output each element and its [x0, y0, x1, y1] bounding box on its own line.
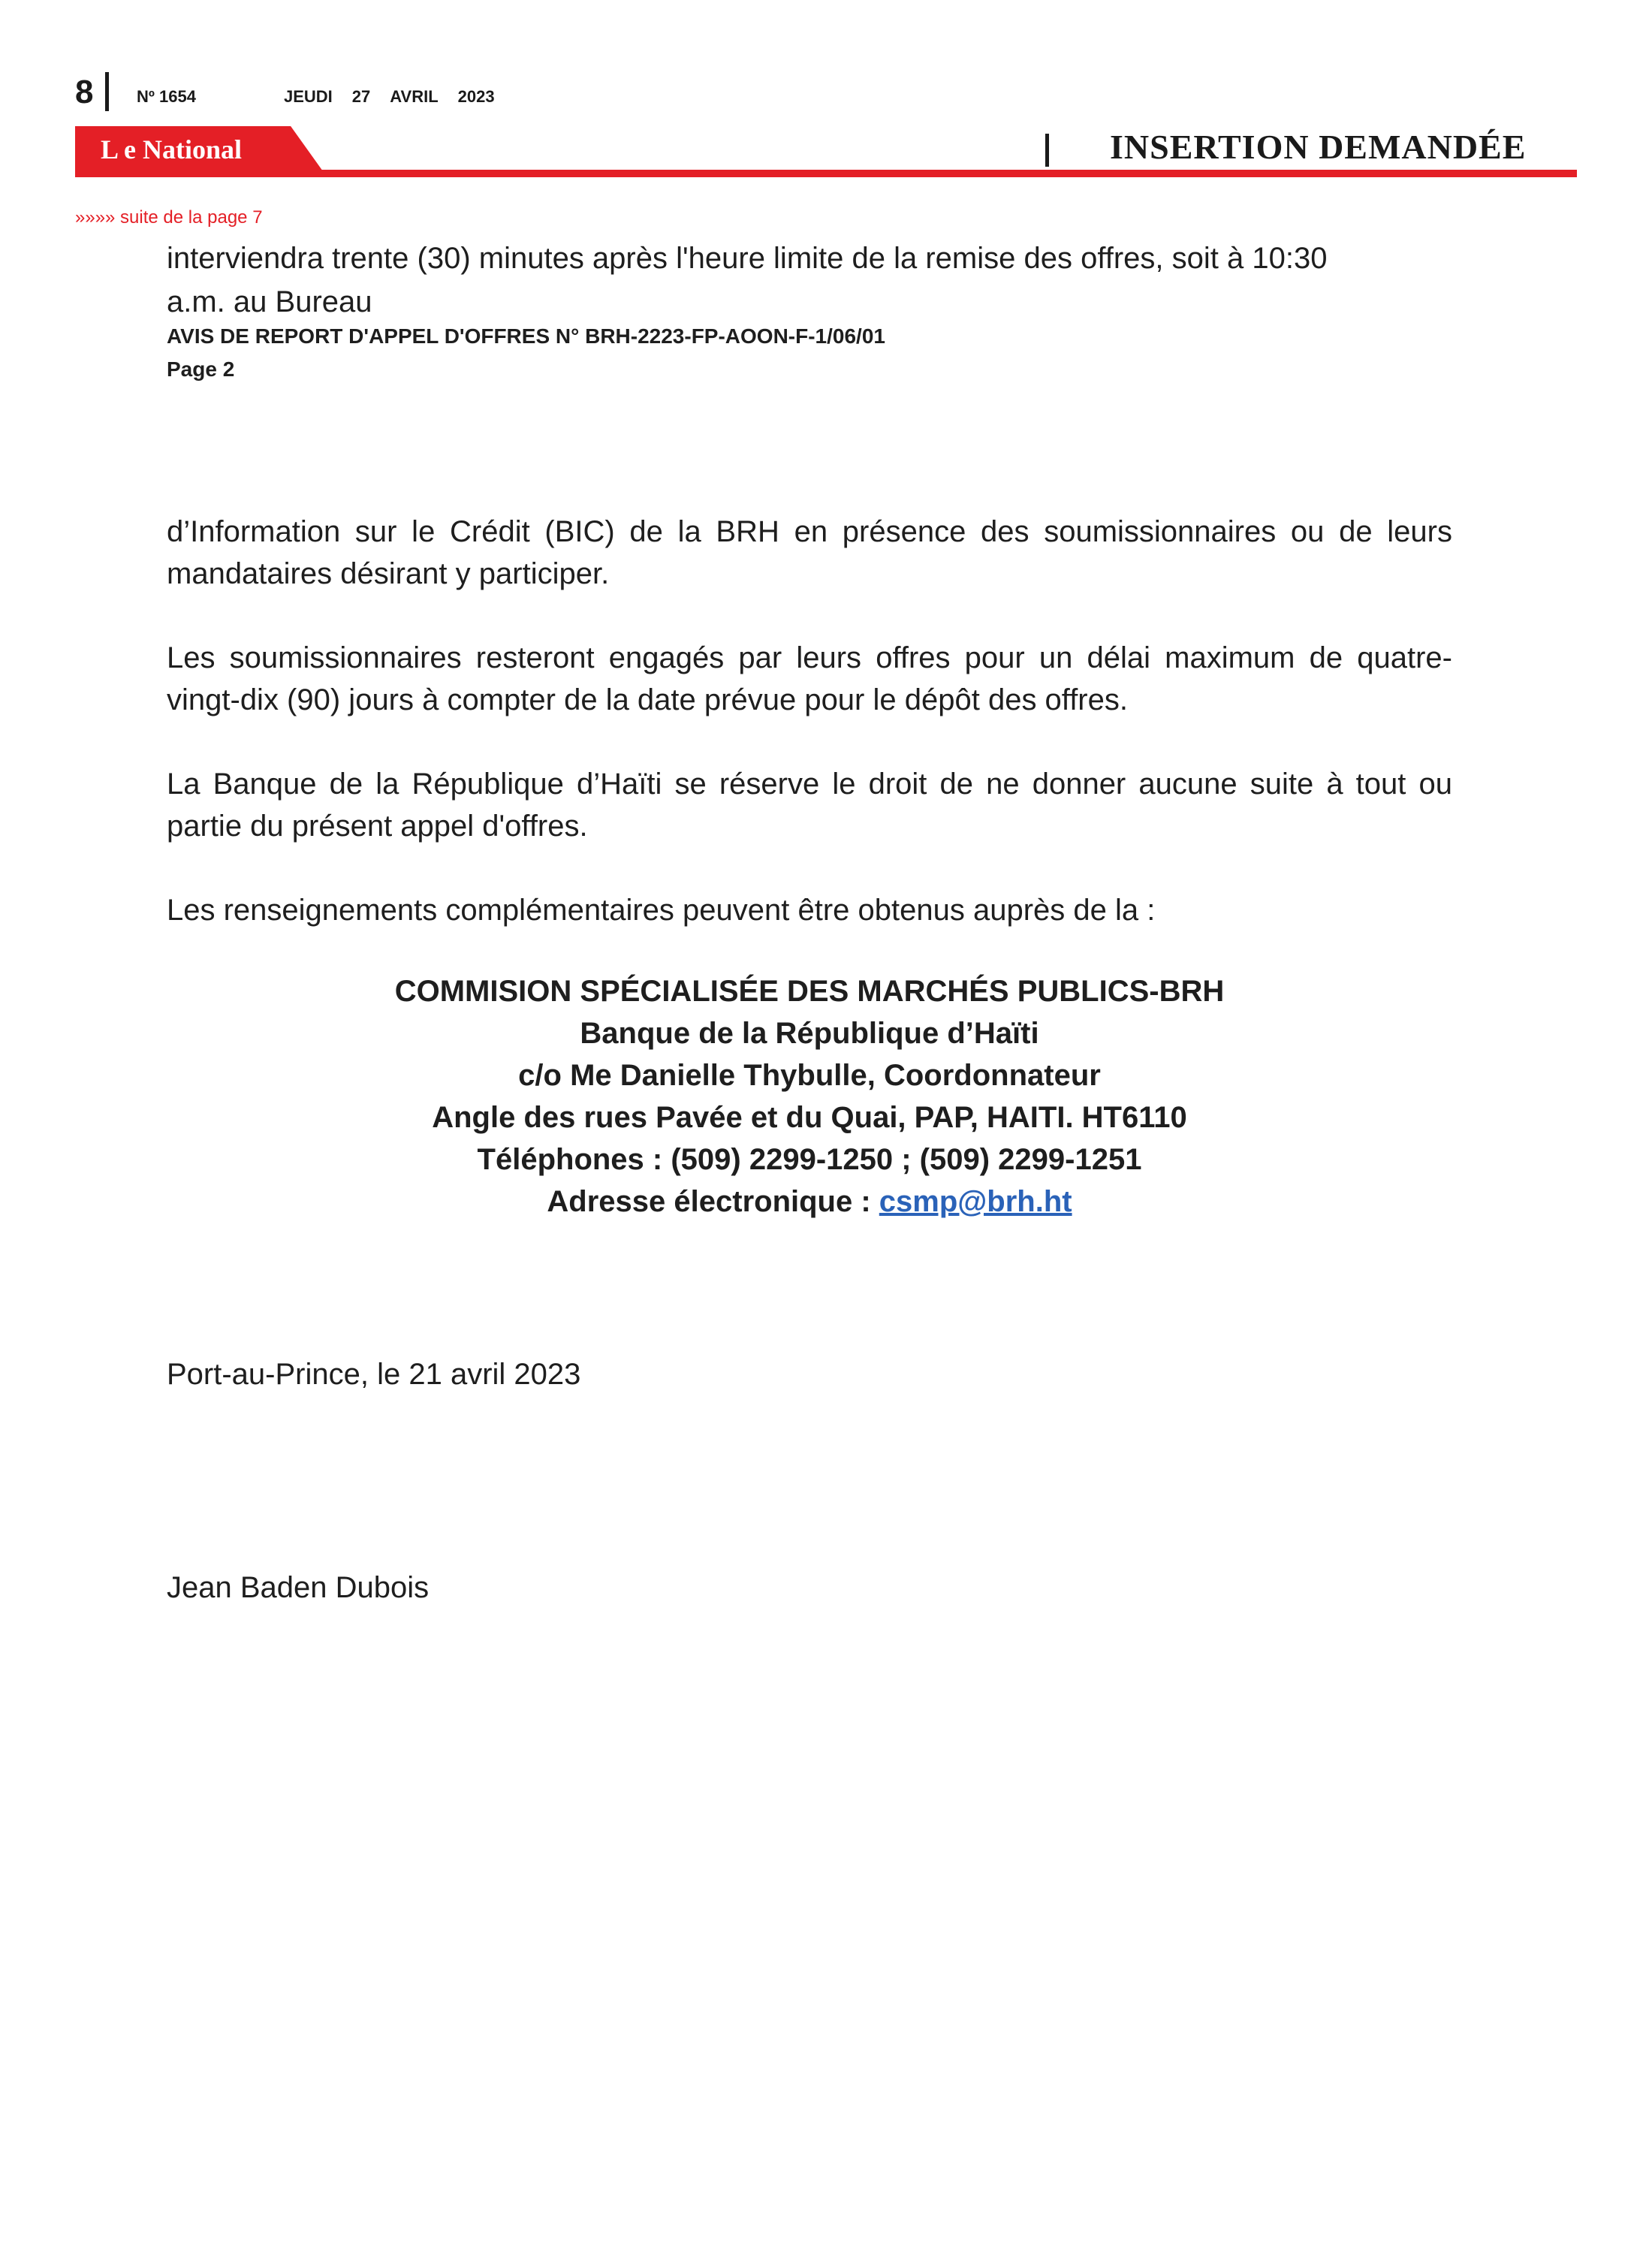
intro-line-1 — [167, 237, 1452, 279]
paragraph-validity — [167, 637, 1452, 721]
contact-commission: COMMISION SPÉCIALISÉE DES MARCHÉS PUBLICS-BRH — [394, 975, 1225, 1008]
paragraph-text: Les renseignements complémentaires peuvent être obtenus auprès de la : — [167, 894, 1156, 927]
date-day-name: JEUDI — [284, 87, 333, 106]
contact-coordinator: c/o Me Danielle Thybulle, Coordonnateur — [518, 1059, 1101, 1092]
date-year: 2023 — [457, 87, 495, 106]
paragraph-reservation — [167, 763, 1452, 847]
page-label: Page 2 — [167, 357, 235, 381]
contact-bank: Banque de la République d’Haïti — [580, 1017, 1039, 1050]
email-link[interactable]: csmp@brh.ht — [879, 1185, 1072, 1218]
signatory-name: Jean Baden Dubois — [167, 1571, 430, 1604]
paragraph-info — [167, 889, 1452, 931]
contact-email-line — [167, 1181, 1452, 1223]
continued-from-link[interactable]: »»»» suite de la page 7 — [75, 207, 263, 228]
intro-text-1: interviendra trente (30) minutes après l'heure limite de la remise des offres, soit à 10:30 — [167, 242, 1328, 275]
section-divider — [1045, 134, 1049, 167]
paragraph-bic — [167, 511, 1452, 595]
date-day: 27 — [351, 87, 371, 106]
paragraph-text: d’Information sur le Crédit (BIC) de la BRH en présence des soumissionnaires ou de leurs mandataires désirant y participer. — [167, 515, 1452, 590]
email-label: Adresse électronique : — [547, 1185, 879, 1218]
issue-number: Nº 1654 — [137, 87, 196, 106]
header-rule — [75, 170, 1577, 177]
publication-date — [284, 87, 514, 107]
contact-block — [167, 970, 1452, 1223]
publication-name: L e National — [101, 134, 243, 164]
intro-line-2 — [167, 281, 1452, 323]
paragraph-text: La Banque de la République d’Haïti se réserve le droit de ne donner aucune suite à tout ou partie du présent appel d'offres. — [167, 768, 1452, 843]
paragraph-text: Les soumissionnaires resteront engagés par leurs offres pour un délai maximum de quatre-vingt-dix (90) jours à compter de la date prévue pour le dépôt des offres. — [167, 641, 1452, 716]
page-number-divider — [105, 72, 109, 111]
page-number: 8 — [75, 74, 94, 110]
section-title: INSERTION DEMANDÉE — [1110, 128, 1527, 166]
contact-phones: Téléphones : (509) 2299-1250 ; (509) 2299-1251 — [477, 1143, 1142, 1176]
date-month: AVRIL — [390, 87, 439, 106]
intro-text-2: a.m. au Bureau — [167, 285, 372, 318]
place-date — [167, 1353, 1452, 1395]
notice-reference: AVIS DE REPORT D'APPEL D'OFFRES N° BRH-2223-FP-AOON-F-1/06/01 — [167, 324, 885, 348]
place-date-text: Port-au-Prince, le 21 avril 2023 — [167, 1358, 581, 1391]
contact-address: Angle des rues Pavée et du Quai, PAP, HAITI. HT6110 — [432, 1101, 1187, 1134]
signatory — [167, 1567, 1452, 1609]
